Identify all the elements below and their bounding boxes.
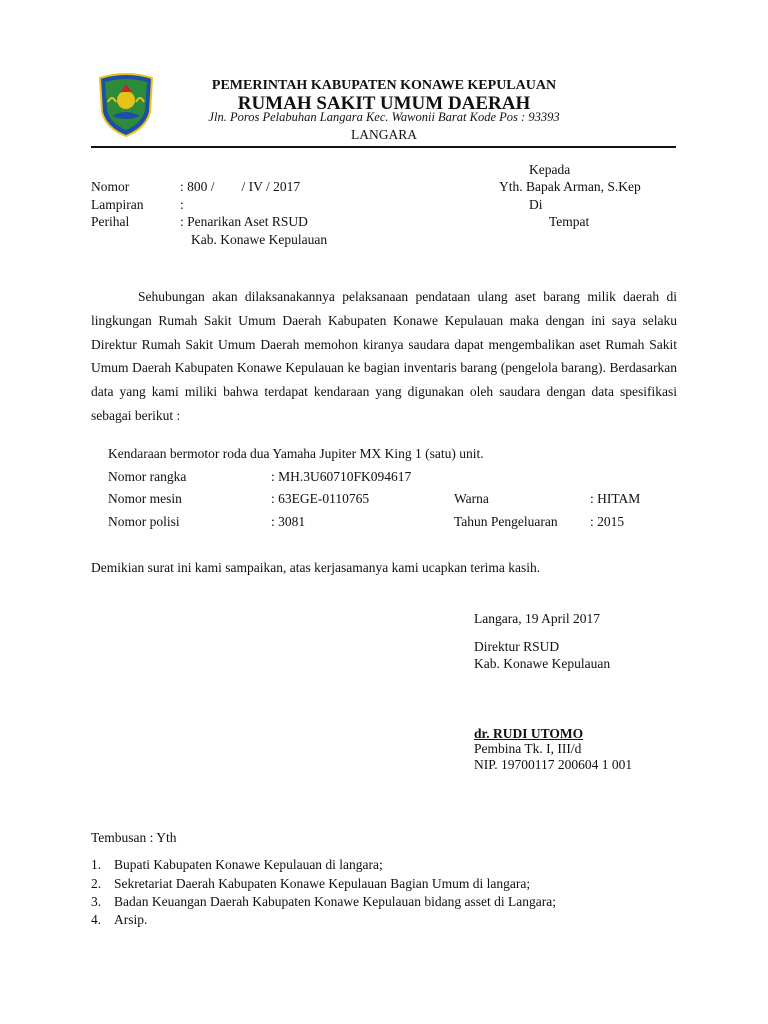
tembusan-label: Tembusan : Yth (91, 830, 177, 845)
letterhead-government: PEMERINTAH KABUPATEN KONAWE KEPULAUAN (211, 78, 557, 93)
polisi-label: Nomor polisi (108, 514, 180, 529)
warna-label: Warna (454, 491, 489, 506)
tahun-label: Tahun Pengeluaran (454, 514, 558, 529)
signer-title-line2: Kab. Konawe Kepulauan (474, 656, 611, 671)
signer-nip: NIP. 19700117 200604 1 001 (474, 757, 633, 772)
perihal-label: Perihal (91, 214, 130, 229)
tembusan-item-num: 3. (91, 894, 102, 909)
lampiran-label: Lampiran (91, 197, 144, 212)
tembusan-item-text: Sekretariat Daerah Kabupaten Konawe Kepulauan Bagian Umum di langara; (114, 876, 531, 891)
warna-value: : HITAM (590, 491, 641, 506)
vehicle-intro: Kendaraan bermotor roda dua Yamaha Jupiter MX King 1 (satu) unit. (108, 446, 484, 461)
letterhead-hospital: RUMAH SAKIT UMUM DAERAH (237, 93, 531, 114)
polisi-value: : 3081 (271, 514, 306, 529)
tembusan-item-num: 4. (91, 912, 102, 927)
recipient-name: Yth. Bapak Arman, S.Kep (499, 179, 641, 194)
recipient-tempat: Tempat (549, 214, 590, 229)
nomor-value: : 800 / / IV / 2017 (180, 179, 301, 194)
closing-sentence: Demikian surat ini kami sampaikan, atas kerjasamanya kami ucapkan terima kasih. (91, 560, 541, 575)
letterhead-divider (91, 146, 676, 148)
lampiran-value: : (180, 197, 184, 212)
place-date: Langara, 19 April 2017 (474, 611, 600, 626)
letterhead-city: LANGARA (351, 127, 417, 142)
body-paragraph (91, 285, 677, 428)
body-paragraph-text: Sehubungan akan dilaksanakannya pelaksanaan pendataan ulang aset barang milik daerah di lingkungan Rumah Sakit Umum Daerah Kabupaten Konawe Kepulauan maka dengan ini saya selaku Direktur Rumah Sakit Umum Daerah memohon kiranya saudara dapat mengembalikan aset Rumah Sakit Umum Daerah Kabupaten Konawe Kepulauan ke bagian inventaris barang (pengelola barang). Berdasarkan data yang kami miliki bahwa terdapat kendaraan yang digunakan oleh saudara dengan data spesifikasi sebagai berikut : (91, 289, 677, 423)
mesin-value: : 63EGE-0110765 (271, 491, 370, 506)
tembusan-item-text: Bupati Kabupaten Konawe Kepulauan di langara; (114, 857, 383, 872)
nomor-label: Nomor (91, 179, 130, 194)
signer-name: dr. RUDI UTOMO (474, 726, 584, 741)
tembusan-item-text: Arsip. (114, 912, 148, 927)
perihal-value: : Penarikan Aset RSUD (180, 214, 308, 229)
recipient-kepada: Kepada (529, 162, 571, 177)
tembusan-item-num: 2. (91, 876, 102, 891)
tahun-value: : 2015 (590, 514, 625, 529)
signer-title: Direktur RSUD (474, 639, 560, 654)
rangka-label: Nomor rangka (108, 469, 187, 484)
perihal-value-line2: Kab. Konawe Kepulauan (191, 232, 328, 247)
signer-rank: Pembina Tk. I, III/d (474, 741, 582, 756)
mesin-label: Nomor mesin (108, 491, 182, 506)
rangka-value: : MH.3U60710FK094617 (271, 469, 412, 484)
tembusan-item-text: Badan Keuangan Daerah Kabupaten Konawe Kepulauan bidang asset di Langara; (114, 894, 556, 909)
tembusan-item-num: 1. (91, 857, 102, 872)
recipient-di: Di (529, 197, 543, 212)
letterhead-address: Jln. Poros Pelabuhan Langara Kec. Wawonii Barat Kode Pos : 93393 (208, 110, 560, 124)
